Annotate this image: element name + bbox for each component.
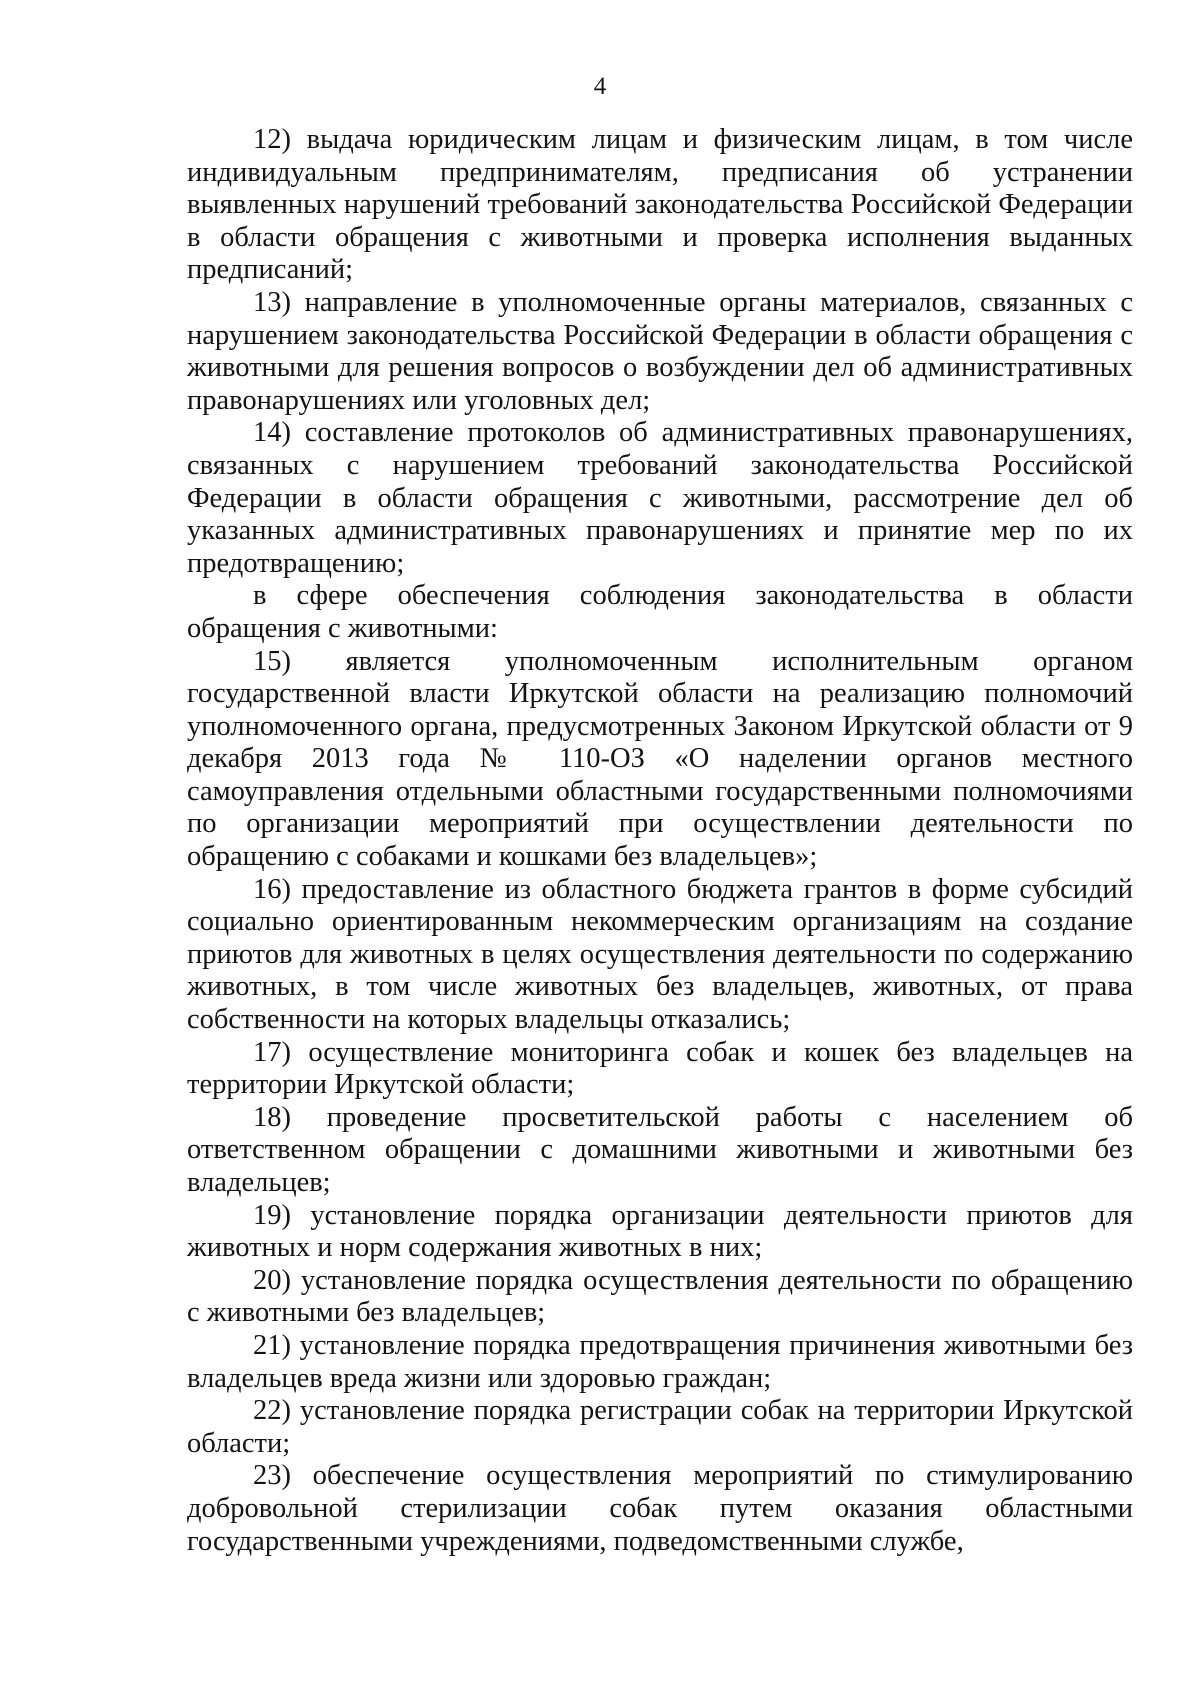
paragraph-item-22: 22) установление порядка регистрации собак на территории Иркутской области; xyxy=(187,1395,1133,1459)
document-body xyxy=(187,124,1133,1558)
paragraph-item-12: 12) выдача юридическим лицам и физическим лицам, в том числе индивидуальным предпринимателям, предписания об устранении выявленных нарушений требований законодательства Российской Федерации в области обращения с животными и проверка исполнения выданных предписаний; xyxy=(187,124,1133,286)
paragraph-item-17: 17) осуществление мониторинга собак и кошек без владельцев на территории Иркутской области; xyxy=(187,1036,1133,1101)
page-number: 4 xyxy=(593,73,607,100)
paragraph-item-19: 19) установление порядка организации деятельности приютов для животных и норм содержания животных в них; xyxy=(187,1199,1133,1264)
paragraph-item-14: 14) составление протоколов об административных правонарушениях, связанных с нарушением требований законодательства Российской Федерации в области обращения с животными, рассмотрение дел об указанных административных правонарушениях и принятие мер по их предотвращению; xyxy=(187,417,1133,579)
section-intro-paragraph: в сфере обеспечения соблюдения законодательства в области обращения с животными: xyxy=(187,580,1133,644)
paragraph-item-16: 16) предоставление из областного бюджета грантов в форме субсидий социально ориентированным некоммерческим организациям на создание приютов для животных в целях осуществления деятельности по содержанию животных, в том числе животных без владельцев, животных, от права собственности на которых владельцы отказались; xyxy=(187,873,1133,1036)
paragraph-item-15: 15) является уполномоченным исполнительным органом государственной власти Иркутской области на реализацию полномочий уполномоченного органа, предусмотренных Законом Иркутской области от 9 декабря 2013 года № 110-ОЗ «О наделении органов местного самоуправления отдельными областными государственными полномочиями по организации мероприятий при осуществлении деятельности по обращению с собаками и кошками без владельцев»; xyxy=(187,645,1133,873)
paragraph-item-23: 23) обеспечение осуществления мероприятий по стимулированию добровольной стерилизации собак путем оказания областными государственными учреждениями, подведомственными службе, xyxy=(187,1460,1133,1557)
paragraph-item-18: 18) проведение просветительской работы с населением об ответственном обращении с домашними животными и животными без владельцев; xyxy=(187,1101,1133,1198)
paragraph-item-20: 20) установление порядка осуществления деятельности по обращению с животными без владельцев; xyxy=(187,1264,1133,1329)
paragraph-item-13: 13) направление в уполномоченные органы материалов, связанных с нарушением законодательства Российской Федерации в области обращения с животными для решения вопросов о возбуждении дел об административных правонарушениях или уголовных дел; xyxy=(187,286,1133,416)
paragraph-item-21: 21) установление порядка предотвращения причинения животными без владельцев вреда жизни или здоровью граждан; xyxy=(187,1329,1133,1394)
